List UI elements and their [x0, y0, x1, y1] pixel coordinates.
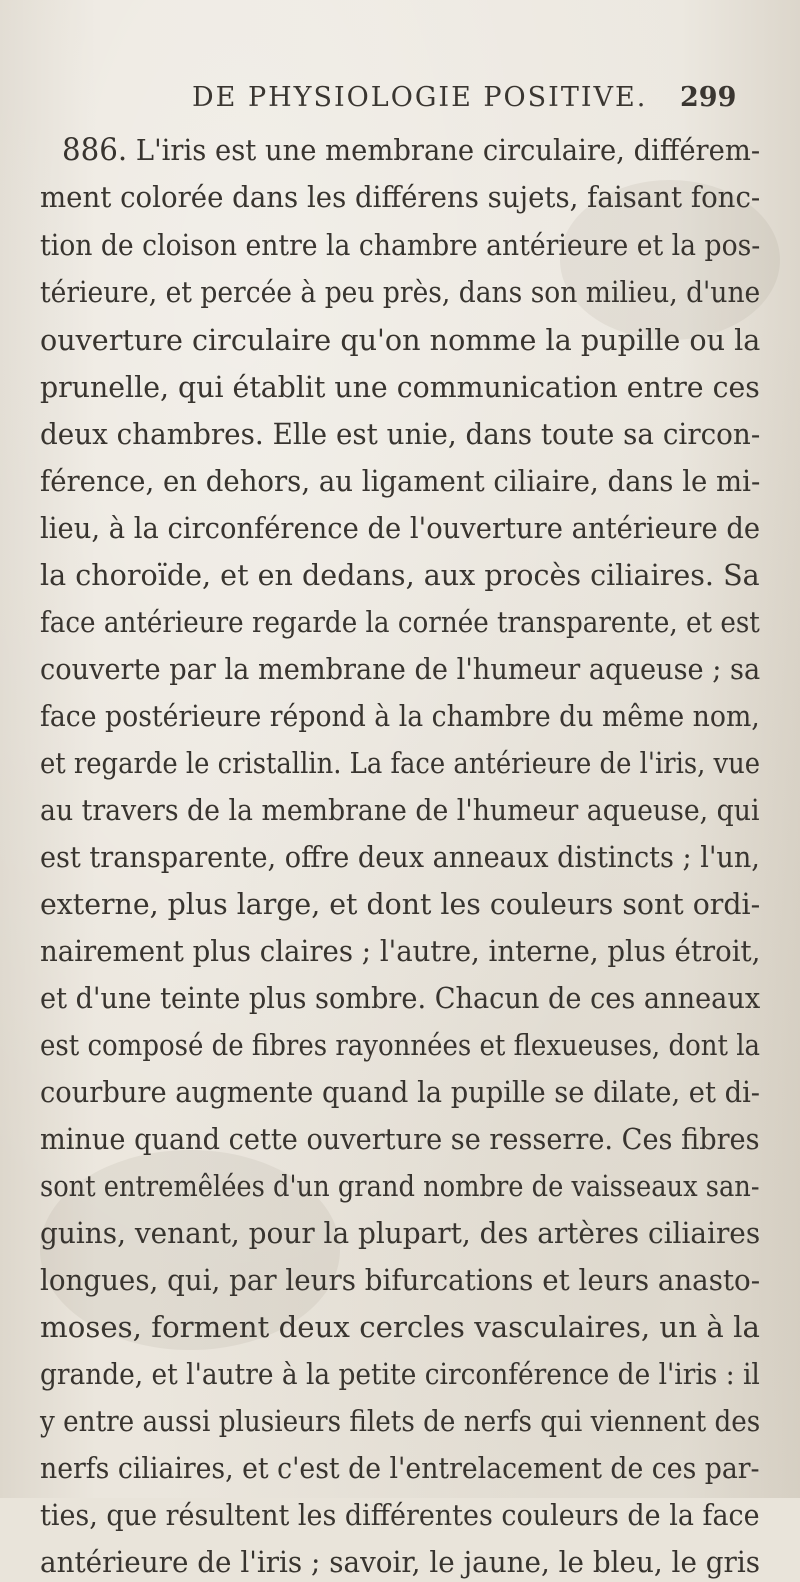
- text-line: férence, en dehors, au ligament ciliaire, dans le mi-: [40, 464, 761, 498]
- text-line: est composé de fibres rayonnées et flexueuses, dont la: [40, 1028, 761, 1062]
- text-line: prunelle, qui établit une communication entre ces: [40, 370, 760, 404]
- text-line: antérieure de l'iris ; savoir, le jaune, le bleu, le gris: [40, 1545, 760, 1579]
- text-line: y entre aussi plusieurs filets de nerfs qui viennent des: [40, 1404, 761, 1438]
- text-line: [62, 130, 760, 170]
- text-line: ouverture circulaire qu'on nomme la pupille ou la: [40, 323, 761, 357]
- text-line: guins, venant, pour la plupart, des artères ciliaires: [40, 1216, 761, 1250]
- text-line: deux chambres. Elle est unie, dans toute sa circon-: [40, 417, 761, 451]
- text-line: moses, forment deux cercles vasculaires, un à la: [40, 1310, 760, 1344]
- text-line: lieu, à la circonférence de l'ouverture antérieure de: [40, 511, 761, 545]
- text-line: térieure, et percée à peu près, dans son milieu, d'une: [40, 275, 761, 309]
- text-line: la choroïde, et en dedans, aux procès ciliaires. Sa: [40, 558, 760, 592]
- text-line: longues, qui, par leurs bifurcations et leurs anasto-: [40, 1263, 761, 1297]
- text-line: ties, que résultent les différentes couleurs de la face: [40, 1498, 760, 1532]
- running-head: DE PHYSIOLOGIE POSITIVE.: [192, 82, 648, 113]
- text-line-content: L'iris est une membrane circulaire, différem-: [135, 133, 761, 167]
- text-line: grande, et l'autre à la petite circonférence de l'iris : il: [40, 1357, 760, 1391]
- text-line: externe, plus large, et dont les couleurs sont ordi-: [40, 887, 761, 921]
- page-number: 299: [680, 82, 737, 113]
- text-line: sont entremêlées d'un grand nombre de vaisseaux san-: [40, 1169, 760, 1203]
- text-line: nairement plus claires ; l'autre, interne, plus étroit,: [40, 934, 761, 968]
- text-line: face antérieure regarde la cornée transparente, et est: [40, 605, 760, 639]
- text-line: minue quand cette ouverture se resserre. Ces fibres: [40, 1122, 760, 1156]
- text-line: tion de cloison entre la chambre antérieure et la pos-: [40, 228, 761, 262]
- paragraph-number: 886.: [62, 132, 128, 168]
- text-line: au travers de la membrane de l'humeur aqueuse, qui: [40, 793, 760, 827]
- text-line: nerfs ciliaires, et c'est de l'entrelacement de ces par-: [40, 1451, 760, 1485]
- text-line: est transparente, offre deux anneaux distincts ; l'un,: [40, 840, 760, 874]
- text-line: face postérieure répond à la chambre du même nom,: [40, 699, 760, 733]
- text-line: courbure augmente quand la pupille se dilate, et di-: [40, 1075, 761, 1109]
- text-line: ment colorée dans les différens sujets, faisant fonc-: [40, 180, 761, 214]
- text-line: couverte par la membrane de l'humeur aqueuse ; sa: [40, 652, 761, 686]
- text-line: et d'une teinte plus sombre. Chacun de ces anneaux: [40, 981, 761, 1015]
- page-header: [0, 82, 800, 126]
- text-line: et regarde le cristallin. La face antérieure de l'iris, vue: [40, 746, 761, 780]
